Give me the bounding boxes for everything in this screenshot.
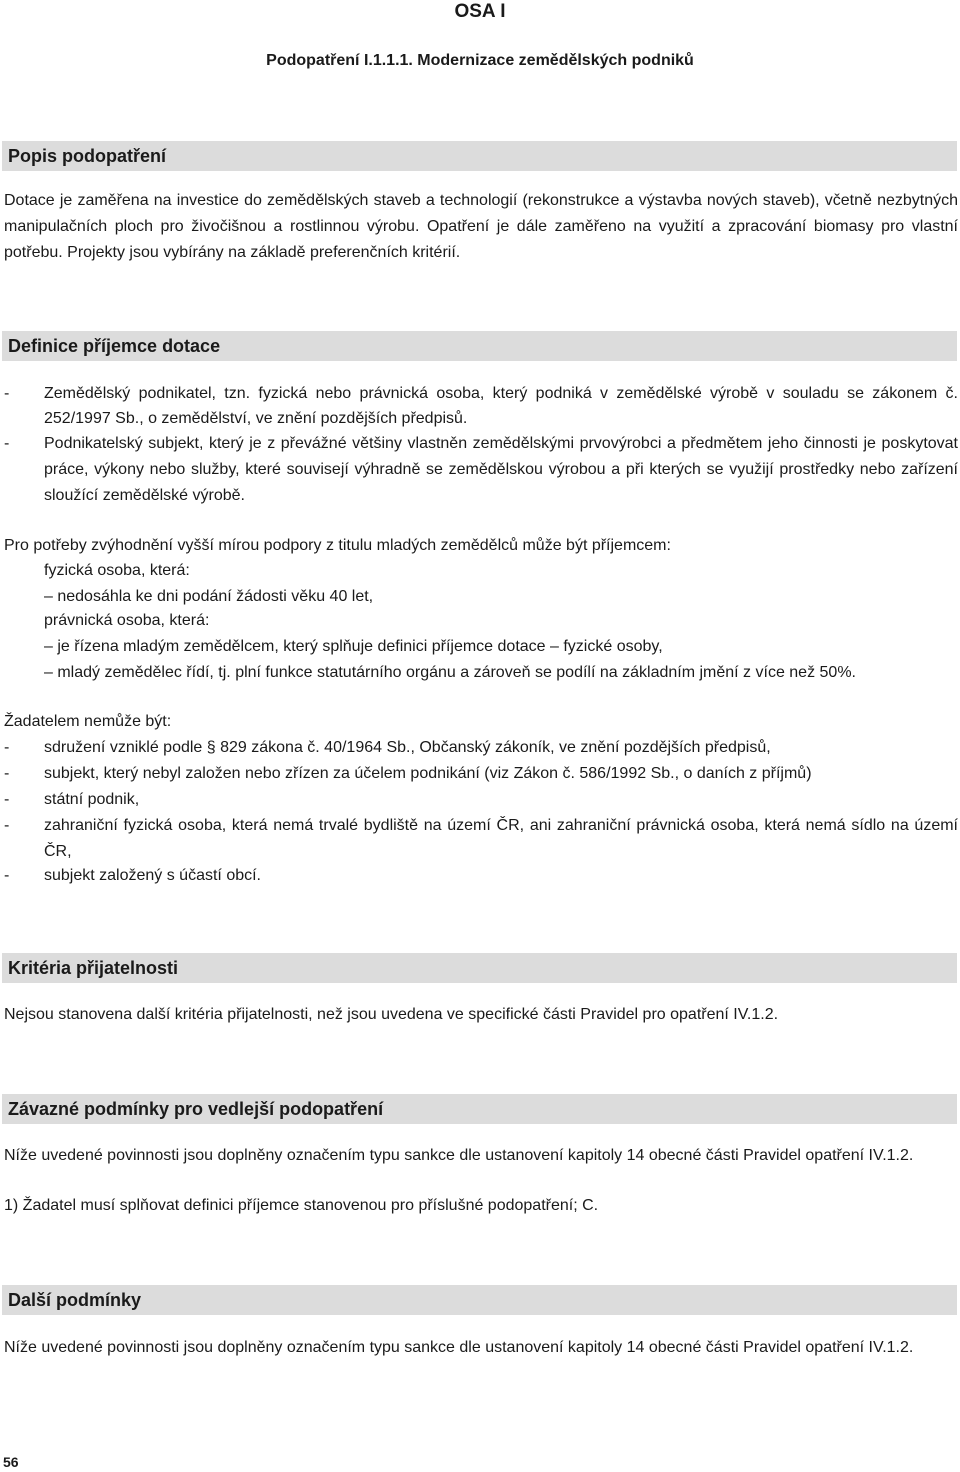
list-item	[4, 381, 958, 431]
list-dash: -	[4, 739, 10, 756]
young-farmer-line: – mladý zemědělec řídí, tj. plní funkce statutárního orgánu a zároveň se podílí na základním jmění z více než 50%.	[44, 664, 856, 681]
list-item-text: subjekt založený s účastí obcí.	[44, 867, 261, 884]
page-subtitle: Podopatření I.1.1.1. Modernizace zemědělských podniků	[266, 52, 694, 69]
list-dash: -	[4, 765, 10, 782]
list-item	[4, 787, 958, 813]
young-farmer-line: – nedosáhla ke dni podání žádosti věku 40 let,	[44, 588, 374, 605]
list-item	[4, 431, 958, 509]
list-item-text: Podnikatelský subjekt, který je z převážné většiny vlastněn zemědělskými prvovýrobci a předmětem jeho činnosti je poskytovat práce, výkony nebo služby, které souvisejí výhradně se zemědělskou výrobou a při kterých se využijí prostředky nebo zařízení sloužící zemědělské výrobě.	[44, 435, 958, 504]
young-farmer-intro: Pro potřeby zvýhodnění vyšší mírou podpory z titulu mladých zemědělců může být příjemcem:	[4, 537, 671, 554]
list-item-text: Zemědělský podnikatel, tzn. fyzická nebo právnická osoba, který podniká v zemědělské výrobě v souladu se zákonem č. 252/1997 Sb., o zemědělství, ve znění pozdějších předpisů.	[44, 385, 958, 427]
list-dash: -	[4, 385, 10, 402]
section-heading-kriteria: Kritéria přijatelnosti	[2, 953, 957, 983]
section-text-zavazne: Níže uvedené povinnosti jsou doplněny označením typu sankce dle ustanovení kapitoly 14 obecné části Pravidel opatření IV.1.2.	[4, 1147, 914, 1164]
section-text-kriteria: Nejsou stanovena další kritéria přijatelnosti, než jsou uvedena ve specifické části Pravidel pro opatření IV.1.2.	[4, 1006, 779, 1023]
section-heading-dalsi: Další podmínky	[2, 1285, 957, 1315]
section-text-popis: Dotace je zaměřena na investice do zemědělských staveb a technologií (rekonstrukce a výstavba nových staveb), včetně nezbytných manipulačních ploch pro živočišnou a rostlinnou výrobu. Opatření je dále zaměřeno na využití a zpracování biomasy pro vlastní potřebu. Projekty jsou vybírány na základě preferenčních kritérií.	[4, 192, 958, 261]
list-item-text: státní podnik,	[44, 791, 140, 808]
young-farmer-line: fyzická osoba, která:	[44, 562, 190, 579]
section-text-dalsi: Níže uvedené povinnosti jsou doplněny označením typu sankce dle ustanovení kapitoly 14 obecné části Pravidel opatření IV.1.2.	[4, 1339, 914, 1356]
section-heading-definice: Definice příjemce dotace	[2, 331, 957, 361]
list-dash: -	[4, 867, 10, 884]
list-dash: -	[4, 435, 10, 452]
list-item	[4, 761, 958, 787]
condition-item: 1) Žadatel musí splňovat definici příjemce stanovenou pro příslušné podopatření; C.	[4, 1197, 599, 1214]
exclusion-intro: Žadatelem nemůže být:	[4, 713, 172, 730]
young-farmer-line: právnická osoba, která:	[44, 612, 210, 629]
list-item-text: subjekt, který nebyl založen nebo zřízen za účelem podnikání (viz Zákon č. 586/1992 Sb., o daních z příjmů)	[44, 765, 812, 782]
section-heading-popis: Popis podopatření	[2, 141, 957, 171]
list-dash: -	[4, 791, 10, 808]
list-item	[4, 735, 958, 761]
list-dash: -	[4, 817, 10, 834]
list-item-text: sdružení vzniklé podle § 829 zákona č. 40/1964 Sb., Občanský zákoník, ve znění pozdějších předpisů,	[44, 739, 771, 756]
list-item-text: zahraniční fyzická osoba, která nemá trvalé bydliště na území ČR, ani zahraniční právnická osoba, která nemá sídlo na území ČR,	[44, 817, 958, 860]
list-item	[4, 863, 958, 889]
page-number: 56	[3, 1454, 19, 1470]
young-farmer-line: – je řízena mladým zemědělcem, který splňuje definici příjemce dotace – fyzické osoby,	[44, 638, 663, 655]
list-item	[4, 813, 958, 865]
page-title: OSA I	[454, 1, 506, 22]
section-heading-zavazne: Závazné podmínky pro vedlejší podopatření	[2, 1094, 957, 1124]
